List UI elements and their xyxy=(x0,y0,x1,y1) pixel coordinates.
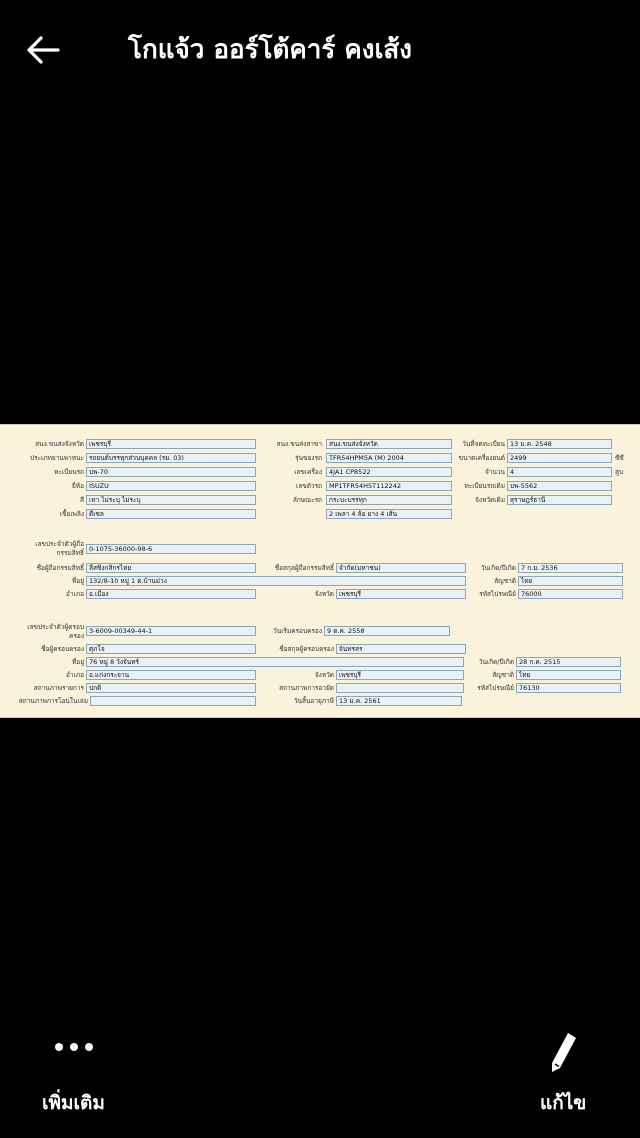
top-bar xyxy=(0,0,640,100)
field-possessor-id: 3-6009-00349-44-1 xyxy=(86,626,256,636)
field-old-province: สุราษฎร์ธานี xyxy=(507,495,612,505)
label-possessor-name: ชื่อผู้ครอบครอง xyxy=(41,645,84,653)
field-possession-start: 9 ต.ค. 2558 xyxy=(324,626,450,636)
label-engine-size: ขนาดเครื่องยนต์ xyxy=(458,454,505,462)
field-owner-id: 0-1075-36000-98-6 xyxy=(86,544,256,554)
field-engine-number: 4JA1 CP8522 xyxy=(326,467,452,477)
label-seizure-status: สถานภาพการอายัด xyxy=(279,684,334,692)
label-plate: ทะเบียนรถ xyxy=(54,468,84,476)
field-owner-name: ลีสซิ่งกสิกรไทย xyxy=(86,563,256,573)
field-cylinders: 4 xyxy=(507,467,612,477)
unit-cc: ซีซี xyxy=(615,454,624,462)
field-body-type: กระบะบรรทุก xyxy=(326,495,452,505)
field-axles-wheels: 2 เพลา 4 ล้อ ยาง 4 เส้น xyxy=(326,509,452,519)
label-color: สี xyxy=(80,496,84,504)
label-owner-name: ชื่อผู้ถือกรรมสิทธิ์ xyxy=(36,564,84,572)
label-fuel: เชื้อเพลิง xyxy=(59,510,84,518)
unit-cylinders: สูบ xyxy=(615,468,624,476)
label-old-plate: ทะเบียนรถเดิม xyxy=(464,482,505,490)
field-possessor-province: เพชรบุรี xyxy=(336,670,464,680)
more-button[interactable] xyxy=(38,1030,118,1120)
field-branch-office: สนง.ขนส่งจังหวัด xyxy=(326,439,452,449)
label-possessor-district: อำเภอ xyxy=(66,671,84,679)
field-brand: ISUZU xyxy=(86,481,256,491)
label-owner-address: ที่อยู่ xyxy=(72,577,84,585)
label-owner-id-line1: เลขประจำตัวผู้ถือ xyxy=(35,540,84,548)
label-registration-office: สนง.ขนส่งจังหวัด xyxy=(35,440,84,448)
label-possessor-id-line1: เลขประจำตัวผู้ครอบ xyxy=(27,623,84,631)
label-possessor-birth: วันเกิด/ปีเกิด xyxy=(478,658,514,666)
field-seizure-status xyxy=(336,683,464,693)
label-possessor-province: จังหวัด xyxy=(314,671,334,679)
label-owner-surname: ชื่อสกุลผู้ถือกรรมสิทธิ์ xyxy=(274,564,334,572)
label-transfer-status: สถานภาพการโอนในเล่ม xyxy=(18,697,88,705)
label-record-status: สถานภาพรายการ xyxy=(33,684,84,692)
field-registration-date: 13 ม.ค. 2548 xyxy=(507,439,612,449)
field-registration-office: เพชรบุรี xyxy=(86,439,256,449)
edit-label: แก้ไข xyxy=(540,1092,587,1114)
more-dots-icon xyxy=(54,1040,94,1054)
label-vehicle-type: ประเภทยานพาหนะ xyxy=(30,454,84,462)
label-registration-date: วันที่จดทะเบียน xyxy=(462,440,505,448)
field-record-status: ปกติ xyxy=(86,683,256,693)
pencil-icon xyxy=(548,1030,578,1074)
bottom-bar xyxy=(0,1010,640,1138)
label-tax-expiry: วันสิ้นอายุภาษี xyxy=(293,697,334,705)
field-color: เทา ไม่ระบุ ไม่ระบุ xyxy=(86,495,256,505)
edit-button[interactable] xyxy=(530,1020,600,1120)
back-button[interactable] xyxy=(22,30,64,70)
field-possessor-nationality: ไทย xyxy=(516,670,621,680)
label-branch-office: สนง.ขนส่งสาขา xyxy=(276,440,322,448)
field-tax-expiry: 13 ม.ค. 2561 xyxy=(336,696,462,706)
more-label: เพิ่มเติม xyxy=(42,1092,105,1114)
field-possessor-address: 76 หมู่ 8 วังจันทร์ xyxy=(86,657,464,667)
label-possessor-nationality: สัญชาติ xyxy=(492,671,514,679)
field-owner-district: อ.เมือง xyxy=(86,589,256,599)
label-chassis-number: เลขตัวรถ xyxy=(296,482,322,490)
field-plate: บพ-70 xyxy=(86,467,256,477)
label-cylinders: จำนวน xyxy=(485,468,505,476)
field-possessor-name: ศุภโจ xyxy=(86,644,256,654)
field-owner-postcode: 76000 xyxy=(518,589,623,599)
page-title: โกแจ้ว ออร์โต้คาร์ คงเส้ง xyxy=(128,35,412,65)
field-old-plate: บพ-5562 xyxy=(507,481,612,491)
field-owner-surname: จำกัด(มหาชน) xyxy=(336,563,466,573)
vehicle-registration-document xyxy=(0,424,640,718)
label-owner-district: อำเภอ xyxy=(66,590,84,598)
field-possessor-district: อ.แก่งกระจาน xyxy=(86,670,256,680)
label-owner-id-line2: กรรมสิทธิ์ xyxy=(56,549,84,557)
field-model: TFR54HPM5A (M) 2004 xyxy=(326,453,452,463)
back-arrow-icon xyxy=(26,35,60,65)
field-chassis-number: MP1TFR54H5T112242 xyxy=(326,481,452,491)
label-model: รุ่นของรถ xyxy=(295,454,322,462)
label-old-province: จังหวัดเดิม xyxy=(475,496,505,504)
label-body-type: ลักษณะรถ xyxy=(292,496,322,504)
label-brand: ยี่ห้อ xyxy=(72,482,84,490)
label-owner-province: จังหวัด xyxy=(314,590,334,598)
field-engine-size: 2499 xyxy=(507,453,612,463)
label-possessor-address: ที่อยู่ xyxy=(72,658,84,666)
field-transfer-status xyxy=(90,696,256,706)
label-owner-birth: วันเกิด/ปีเกิด xyxy=(480,564,516,572)
field-owner-birth: 7 ก.ย. 2536 xyxy=(518,563,623,573)
field-owner-address: 132/8-10 หมู่ 1 ต.บ้านม่วง xyxy=(86,576,466,586)
field-fuel: ดีเซล xyxy=(86,509,256,519)
label-owner-postcode: รหัสไปรษณีย์ xyxy=(479,590,516,598)
field-possessor-surname: จันทรสร xyxy=(336,644,466,654)
field-possessor-postcode: 76130 xyxy=(516,683,621,693)
label-possessor-postcode: รหัสไปรษณีย์ xyxy=(477,684,514,692)
label-possessor-surname: ชื่อสกุลผู้ครอบครอง xyxy=(279,645,334,653)
field-owner-province: เพชรบุรี xyxy=(336,589,466,599)
label-possessor-id-line2: ครอง xyxy=(69,632,84,640)
field-vehicle-type: รถยนต์บรรทุกส่วนบุคคล (รย. 03) xyxy=(86,453,256,463)
field-possessor-birth: 28 ก.ค. 2515 xyxy=(516,657,621,667)
label-owner-nationality: สัญชาติ xyxy=(494,577,516,585)
label-engine-number: เลขเครื่อง xyxy=(294,468,322,476)
field-owner-nationality: ไทย xyxy=(518,576,623,586)
label-possession-start: วันเริ่มครอบครอง xyxy=(273,627,322,635)
